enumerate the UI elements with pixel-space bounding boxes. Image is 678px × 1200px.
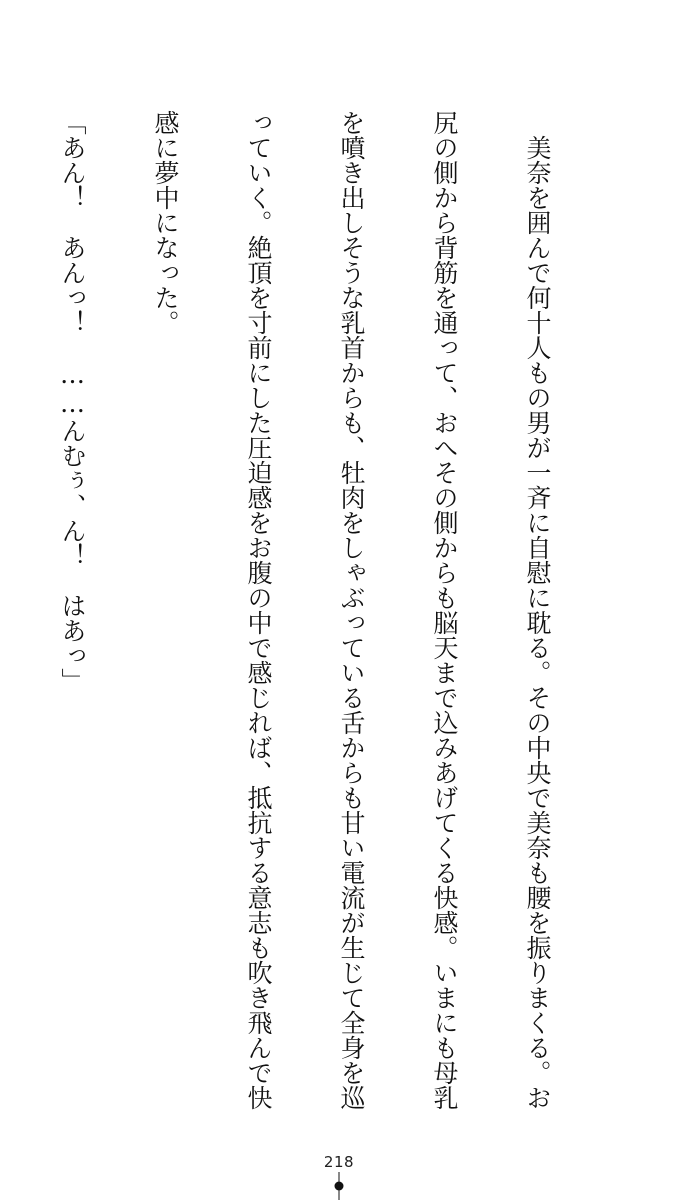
text-line: を噴き出しそうな乳首からも、牡肉をしゃぶっている舌からも甘い電流が生じて全身を巡	[337, 110, 366, 1110]
page-number: 218	[323, 1153, 355, 1171]
text-line: 感に夢中になった。	[151, 110, 180, 335]
text-line: 尻の側から背筋を通って、おへその側からも脳天まで込みあげてくる快感。いまにも母乳	[430, 110, 459, 1110]
page-marker-icon	[333, 1172, 345, 1200]
vertical-text-body	[55, 110, 615, 1110]
text-line: 「あん！ あんっ！ ……んむぅ、ん！ はあっ」	[58, 110, 87, 693]
text-line: っていく。絶頂を寸前にした圧迫感をお腹の中で感じれば、抵抗する意志も吹き飛んで快	[244, 110, 273, 1110]
text-line: 美奈を囲んで何十人もの男が一斉に自慰に耽る。その中央で美奈も腰を振りまくる。お	[523, 110, 552, 1110]
